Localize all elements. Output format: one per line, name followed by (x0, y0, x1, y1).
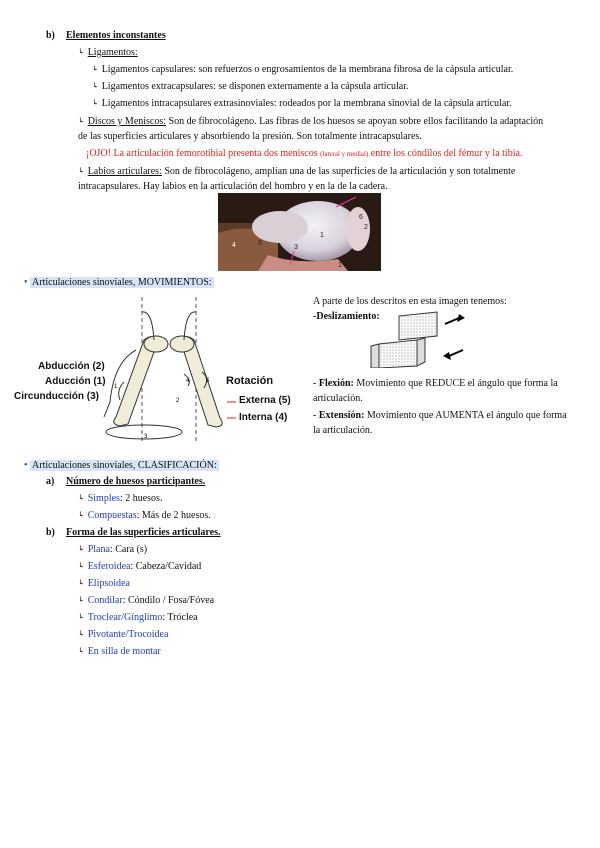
clasificacion-desc: : Cara (s) (109, 544, 148, 555)
clasificacion-term: Elipsoidea (87, 578, 130, 589)
clasificacion-item (78, 561, 201, 572)
clasificacion-term: Pivotante/Trocoidea (87, 629, 169, 640)
bullet: • (24, 460, 28, 471)
sub-arrow-icon: ↳ (92, 64, 99, 73)
clasificacion-desc: : Cabeza/Cavidad (130, 561, 202, 572)
labios-text: Son de fibrocolágeno, amplían una de las superficies de la articulación y son totalmente intracapsulares. Hay labios en la articulación del hombro y en la de la cadera. (78, 166, 516, 192)
discos-label: Discos y Meniscos: (87, 116, 167, 127)
flexion-paragraph (313, 376, 575, 406)
figure-num: 2 (176, 398, 180, 404)
clasificacion-term: En silla de montar (87, 646, 161, 657)
dash: - (313, 378, 317, 389)
clasificacion-term: Simples (87, 493, 120, 504)
photo-label: 2 (364, 224, 368, 231)
photo-label: 5 (258, 240, 262, 247)
sub-arrow-icon: ↳ (92, 98, 99, 107)
ligamentos-row (78, 47, 138, 58)
photo-label: 3 (294, 244, 298, 251)
clasificacion-a-title: Número de huesos participantes. (66, 476, 206, 487)
joint-photo-svg (218, 193, 381, 271)
hip-movements-figure (24, 292, 306, 452)
clasificacion-b-title: Forma de las superficies articulares. (66, 527, 221, 538)
movimientos-title: Articulaciones sinoviales, MOVIMIENTOS: (32, 277, 212, 288)
sub-arrow-icon: ↳ (78, 629, 85, 638)
ojo-text-1: ¡OJO! La articulación femorotibial presenta dos meniscos (86, 148, 321, 159)
clasificacion-item (78, 493, 162, 504)
aduccion-label: Aducción (1) (45, 376, 106, 387)
clasificacion-desc: : Más de 2 huesos. (136, 510, 211, 521)
movimientos-intro: A parte de los descritos en esta imagen tenemos: (313, 296, 507, 307)
extension-text: Movimiento que AUMENTA el ángulo que forma la articulación. (313, 410, 567, 436)
rotacion-interna-label: Interna (4) (239, 412, 288, 423)
extension-paragraph (313, 408, 575, 438)
clasificacion-term: Plana (87, 544, 110, 555)
abduccion-label: Abducción (2) (38, 361, 105, 372)
photo-label: 1 (338, 262, 342, 269)
bullet: • (24, 277, 28, 288)
clasificacion-desc: : Cóndilo / Fosa/Fóvea (122, 595, 215, 606)
section-marker-b: b) (46, 30, 55, 41)
photo-label: 1 (320, 232, 324, 239)
clasificacion-term: Compuestas (87, 510, 137, 521)
figure-num: 3 (144, 434, 148, 440)
sub-arrow-icon: ↳ (78, 612, 85, 621)
sub-arrow-icon: ↳ (78, 561, 85, 570)
hip-figure-svg (24, 292, 306, 452)
flexion-text: Movimiento que REDUCE el ángulo que forma la articulación. (313, 378, 558, 404)
sub-arrow-icon: ↳ (78, 116, 85, 125)
ojo-small: (lateral y medial) (320, 150, 369, 158)
figure-num: 1 (114, 384, 118, 390)
extension-label: Extensión: (318, 410, 365, 421)
clasificacion-desc: : 2 huesos. (119, 493, 163, 504)
sub-arrow-icon: ↳ (78, 646, 85, 655)
sub-arrow-icon: ↳ (78, 595, 85, 604)
labios-label: Labios articulares: (87, 166, 162, 177)
sub-arrow-icon: ↳ (78, 578, 85, 587)
clasificacion-a-marker: a) (46, 476, 55, 487)
sub-arrow-icon: ↳ (92, 81, 99, 90)
clasificacion-desc: : Tróclea (162, 612, 198, 623)
clasificacion-b-marker: b) (46, 527, 55, 538)
ligamento-text: Ligamentos extracapsulares: se disponen externamente a la cápsula articular. (101, 81, 409, 92)
sub-arrow-icon: ↳ (78, 544, 85, 553)
clasificacion-item (78, 629, 168, 640)
figure-num: 5 (206, 378, 210, 384)
photo-label: 6 (359, 214, 363, 221)
sub-arrow-icon: ↳ (78, 493, 85, 502)
section-title-elementos-inconstantes: Elementos inconstantes (66, 30, 166, 41)
dash: - (313, 311, 317, 322)
sub-arrow-icon: ↳ (78, 510, 85, 519)
ligamento-text: Ligamentos intracapsulares extrasinoviales: rodeados por la membrana sinovial de la cápsula articular. (101, 98, 512, 109)
ligamentos-label: Ligamentos: (87, 47, 138, 58)
clasificacion-term: Troclear/Gínglimo (87, 612, 163, 623)
sub-arrow-icon: ↳ (78, 47, 85, 56)
circunduccion-label: Circunducción (3) (14, 391, 100, 402)
clasificacion-item (78, 544, 147, 555)
clasificacion-item (78, 646, 161, 657)
clasificacion-term: Esferoidea (87, 561, 131, 572)
deslizamiento-svg (365, 310, 475, 368)
clasificacion-title: Articulaciones sinoviales, CLASIFICACIÓN: (32, 460, 217, 471)
ligamento-item (92, 64, 513, 75)
clasificacion-item (78, 510, 211, 521)
clasificacion-item (78, 612, 198, 623)
joint-photo (218, 193, 381, 271)
clasificacion-heading (24, 460, 219, 471)
dash: - (313, 410, 317, 421)
rotacion-externa-label: Externa (5) (239, 395, 291, 406)
clasificacion-term: Condilar (87, 595, 123, 606)
figure-num: 4 (186, 378, 190, 384)
labios-paragraph (78, 163, 538, 194)
sub-arrow-icon: ↳ (78, 166, 85, 175)
deslizamiento-figure (365, 310, 475, 368)
deslizamiento-label: Deslizamiento: (316, 311, 380, 322)
ligamento-text: Ligamentos capsulares: son refuerzos o engrosamientos de la membrana fibrosa de la cápsula articular. (101, 64, 514, 75)
clasificacion-item (78, 578, 130, 589)
discos-text: Son de fibrocolágeno. Las fibras de los huesos se apoyan sobre ellos facilitando la adaptación de las superficies articulares y absorbiendo la presión. Son totalmente intracapsulares. (78, 116, 544, 142)
ojo-text-2: entre los cóndilos del fémur y la tibia. (368, 148, 523, 159)
clasificacion-item (78, 595, 214, 606)
ojo-note (86, 148, 522, 159)
rotacion-label: Rotación (226, 375, 274, 387)
ligamento-item (92, 98, 512, 109)
discos-paragraph (78, 113, 548, 144)
flexion-label: Flexión: (318, 378, 354, 389)
movimientos-heading (24, 277, 214, 288)
ligamento-item (92, 81, 409, 92)
photo-label: 4 (232, 242, 236, 249)
